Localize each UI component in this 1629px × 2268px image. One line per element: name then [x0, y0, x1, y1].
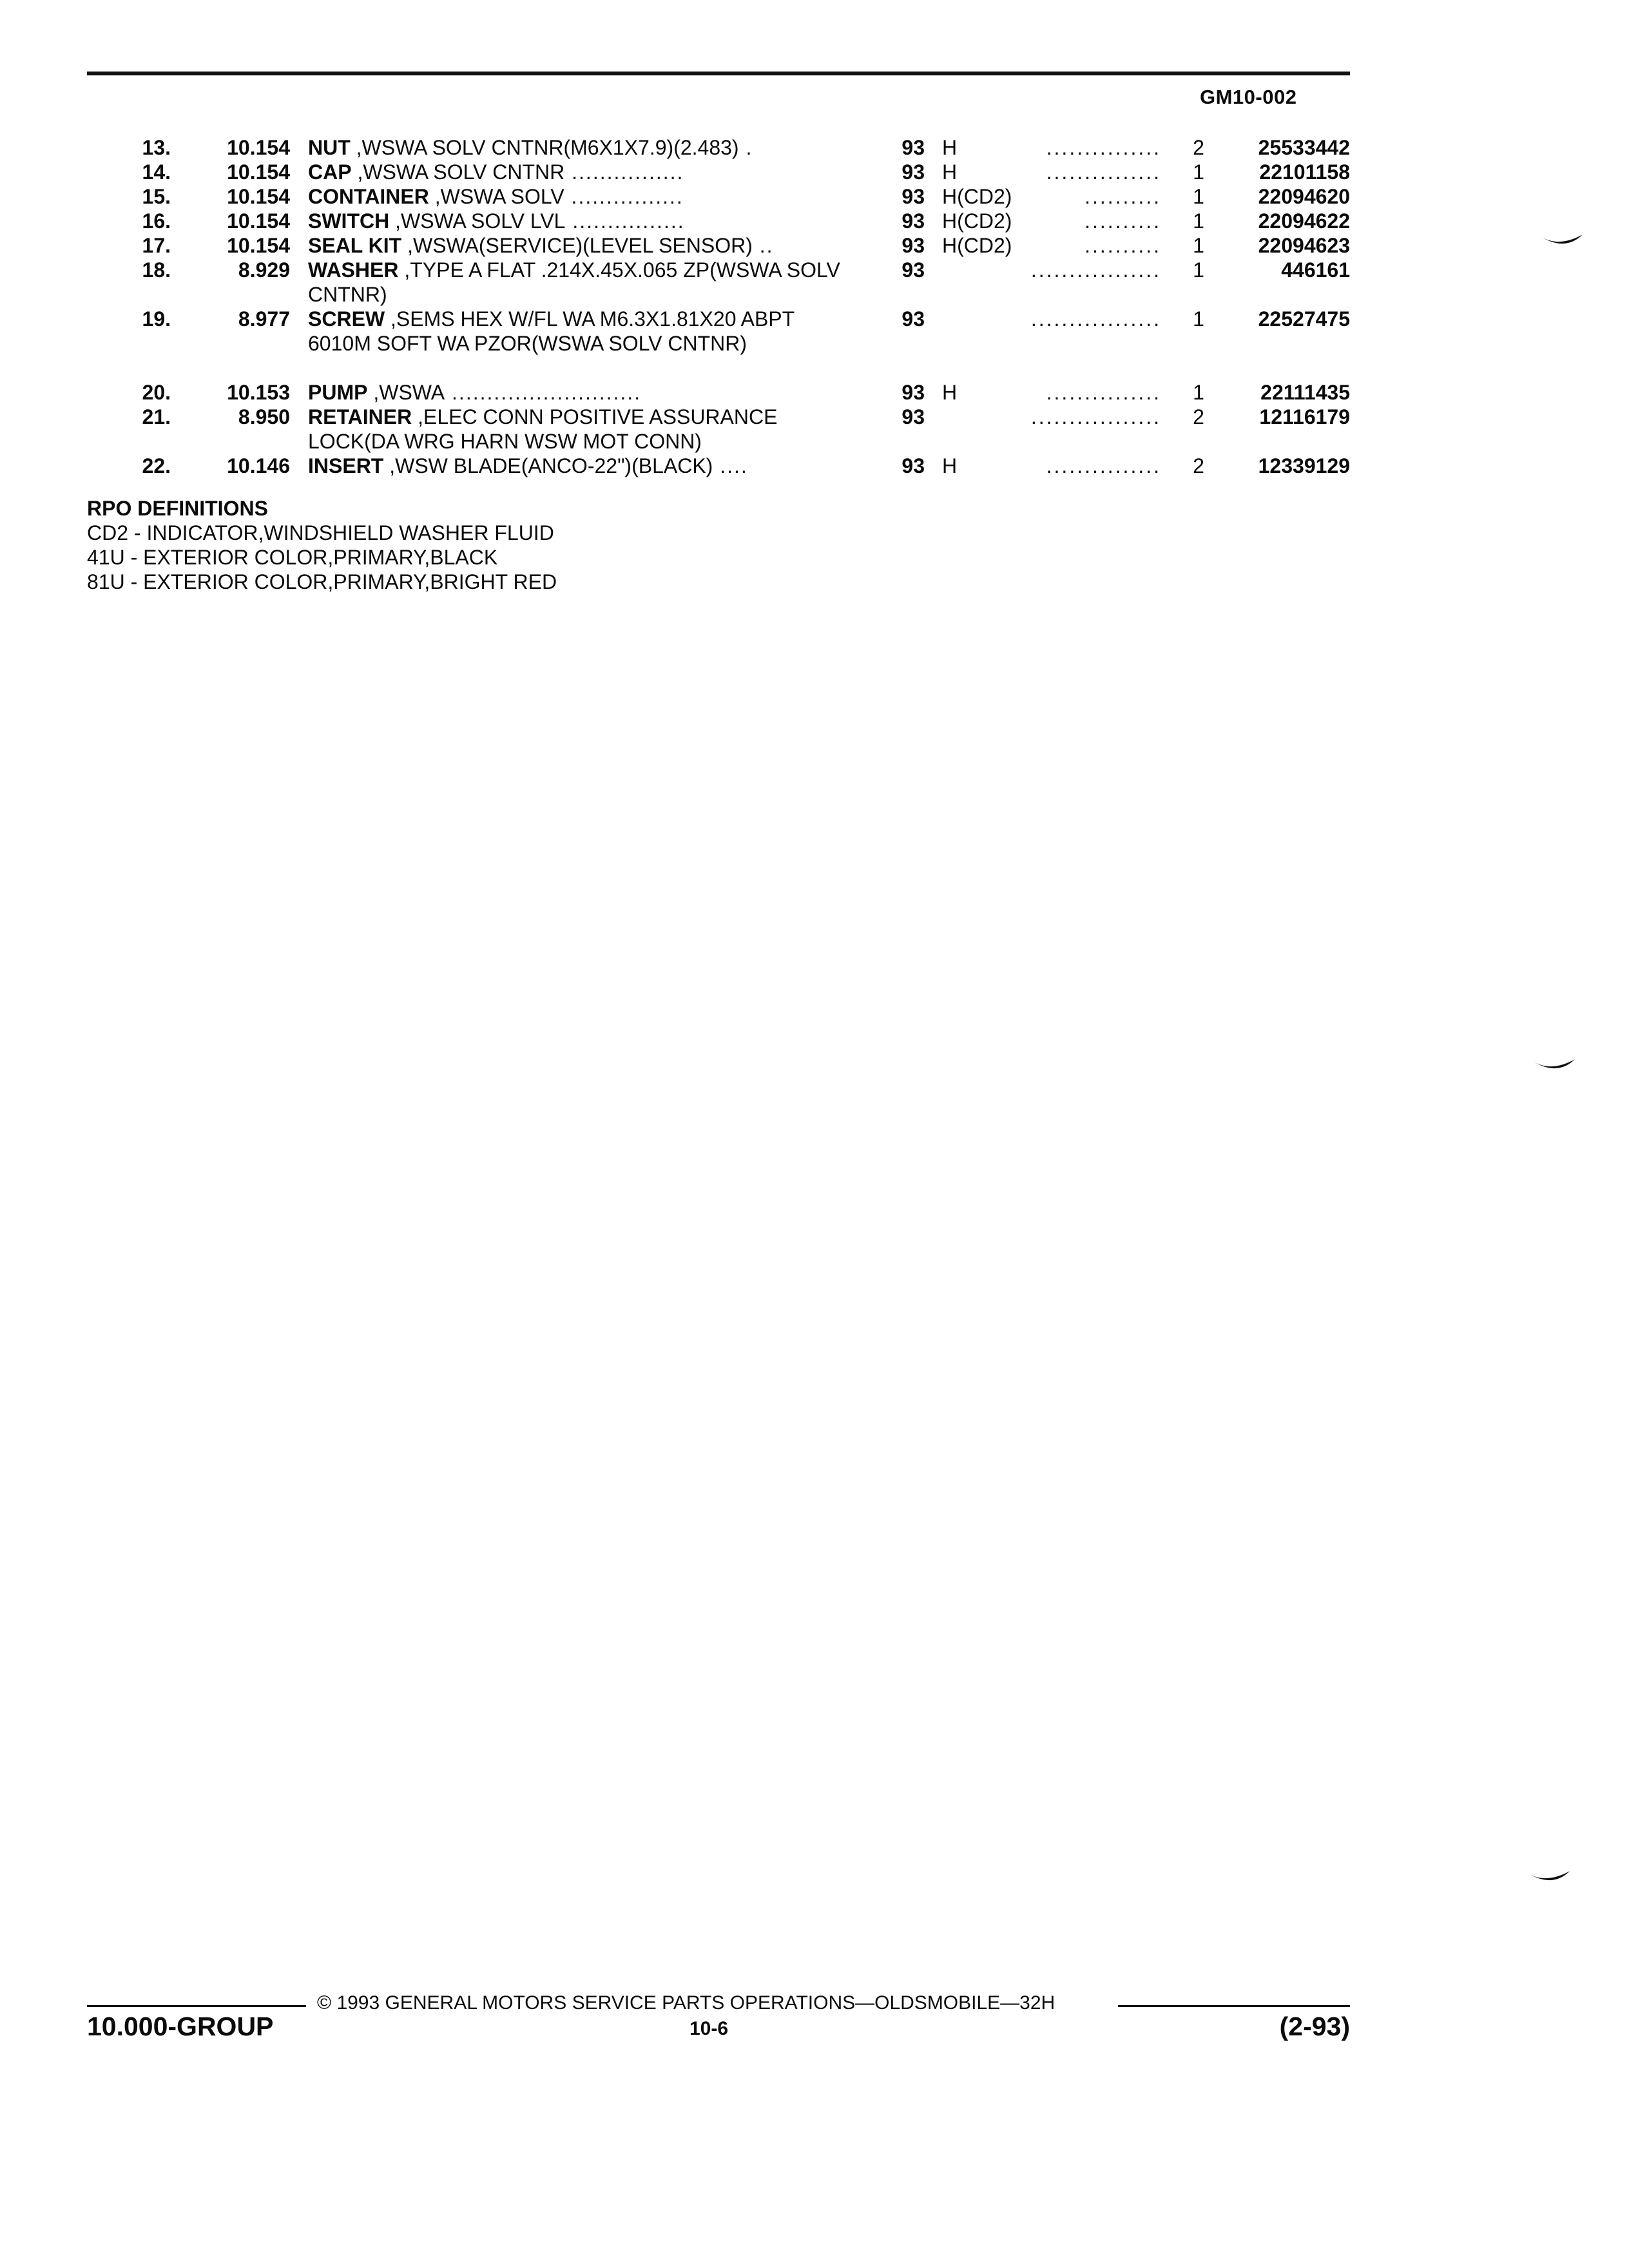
item-number: 13. — [142, 136, 171, 159]
part-row — [0, 405, 1629, 454]
group-number: 10.154 — [227, 185, 290, 208]
leader-dots: ............... — [1046, 160, 1161, 184]
group-number: 10.154 — [227, 160, 290, 184]
model-year: 93 — [901, 234, 925, 257]
part-number: 25533442 — [1258, 136, 1350, 159]
binding-mark-icon — [1532, 1057, 1577, 1076]
group-number: 10.153 — [227, 381, 290, 404]
group-number: 10.146 — [227, 454, 290, 477]
item-number: 19. — [142, 307, 171, 331]
usage-code: H — [942, 136, 958, 159]
part-row — [0, 380, 1629, 405]
part-description: NUT ,WSWA SOLV CNTNR(M6X1X7.9)(2.483) . — [308, 136, 753, 159]
part-row — [0, 454, 1629, 478]
part-description: WASHER ,TYPE A FLAT .214X.45X.065 ZP(WSWA SOLV CNTNR) — [308, 258, 840, 306]
quantity: 1 — [1193, 258, 1204, 282]
part-number: 12339129 — [1258, 454, 1350, 477]
model-year: 93 — [901, 405, 925, 428]
part-row — [0, 258, 1629, 307]
leader-dots: ............... — [1046, 381, 1161, 404]
item-number: 17. — [142, 234, 171, 257]
quantity: 2 — [1193, 454, 1204, 477]
item-number: 14. — [142, 160, 171, 184]
usage-code: H(CD2) — [942, 185, 1012, 208]
leader-dots: .......... — [1084, 234, 1161, 257]
part-number: 22094620 — [1258, 185, 1350, 208]
quantity: 1 — [1193, 307, 1204, 331]
part-row — [0, 135, 1629, 160]
item-number: 21. — [142, 405, 171, 428]
quantity: 1 — [1193, 209, 1204, 233]
model-year: 93 — [901, 381, 925, 404]
group-number: 10.154 — [227, 234, 290, 257]
part-row — [0, 209, 1629, 233]
revision-date: (2-93) — [1279, 2012, 1350, 2041]
item-number: 22. — [142, 454, 171, 477]
leader-dots: .......... — [1084, 209, 1161, 233]
quantity: 2 — [1193, 405, 1204, 428]
part-description: CAP ,WSWA SOLV CNTNR ................ — [308, 160, 684, 184]
leader-dots: ................. — [1030, 307, 1161, 331]
part-number: 446161 — [1281, 258, 1350, 282]
rpo-item: 81U - EXTERIOR COLOR,PRIMARY,BRIGHT RED — [87, 570, 557, 593]
top-rule — [87, 72, 1350, 75]
part-description: RETAINER ,ELEC CONN POSITIVE ASSURANCE LOCK(DA WRG HARN WSW MOT CONN) — [308, 405, 778, 453]
part-row — [0, 307, 1629, 380]
group-number: 8.977 — [238, 307, 290, 331]
part-number: 22094622 — [1258, 209, 1350, 233]
part-description: PUMP ,WSWA ........................... — [308, 381, 642, 404]
usage-code: H(CD2) — [942, 234, 1012, 257]
leader-dots: ............... — [1046, 454, 1161, 477]
leader-dots: .......... — [1084, 185, 1161, 208]
item-number: 18. — [142, 258, 171, 282]
rpo-title: RPO DEFINITIONS — [87, 497, 268, 520]
part-number: 12116179 — [1259, 405, 1350, 428]
usage-code: H — [942, 160, 958, 184]
item-number: 16. — [142, 209, 171, 233]
usage-code: H(CD2) — [942, 209, 1012, 233]
group-number: 10.154 — [227, 136, 290, 159]
group-number: 10.154 — [227, 209, 290, 233]
model-year: 93 — [901, 258, 925, 282]
part-description: INSERT ,WSW BLADE(ANCO-22")(BLACK) .... — [308, 454, 748, 477]
leader-dots: ................. — [1030, 258, 1161, 282]
rpo-item: 41U - EXTERIOR COLOR,PRIMARY,BLACK — [87, 546, 498, 569]
binding-mark-icon — [1540, 232, 1585, 251]
model-year: 93 — [901, 160, 925, 184]
part-number: 22094623 — [1258, 234, 1350, 257]
quantity: 1 — [1193, 185, 1204, 208]
group-label: 10.000-GROUP — [87, 2012, 274, 2041]
part-description: SWITCH ,WSWA SOLV LVL ................ — [308, 209, 685, 233]
part-number: 22111435 — [1260, 381, 1350, 404]
part-description: CONTAINER ,WSWA SOLV ................ — [308, 185, 684, 208]
part-description: SCREW ,SEMS HEX W/FL WA M6.3X1.81X20 ABPT 6010M SOFT WA PZOR(WSWA SOLV CNTNR) — [308, 307, 795, 355]
model-year: 93 — [901, 185, 925, 208]
leader-dots: ............... — [1046, 136, 1161, 159]
model-year: 93 — [901, 136, 925, 159]
item-number: 20. — [142, 381, 171, 404]
part-row — [0, 184, 1629, 209]
model-year: 93 — [901, 307, 925, 331]
model-year: 93 — [901, 454, 925, 477]
part-row — [0, 233, 1629, 258]
binding-mark-icon — [1527, 1869, 1572, 1888]
item-number: 15. — [142, 185, 171, 208]
group-number: 8.929 — [238, 258, 290, 282]
quantity: 1 — [1193, 381, 1204, 404]
quantity: 1 — [1193, 160, 1204, 184]
copyright-notice: © 1993 GENERAL MOTORS SERVICE PARTS OPERATIONS—OLDSMOBILE—32H — [317, 1992, 1055, 2013]
page-number: 10-6 — [689, 2018, 729, 2039]
rpo-item: CD2 - INDICATOR,WINDSHIELD WASHER FLUID — [87, 521, 554, 544]
footer-rule-left — [87, 2005, 306, 2007]
rpo-definitions — [87, 496, 557, 594]
model-year: 93 — [901, 209, 925, 233]
part-row — [0, 160, 1629, 184]
footer-rule-right — [1118, 2005, 1350, 2007]
group-number: 8.950 — [238, 405, 290, 428]
usage-code: H — [942, 381, 958, 404]
document-code: GM10-002 — [1200, 86, 1297, 108]
part-number: 22101158 — [1259, 160, 1350, 184]
quantity: 1 — [1193, 234, 1204, 257]
quantity: 2 — [1193, 136, 1204, 159]
leader-dots: ................. — [1030, 405, 1161, 428]
parts-list — [0, 135, 1629, 478]
usage-code: H — [942, 454, 958, 477]
part-description: SEAL KIT ,WSWA(SERVICE)(LEVEL SENSOR) .. — [308, 234, 774, 257]
part-number: 22527475 — [1258, 307, 1350, 331]
